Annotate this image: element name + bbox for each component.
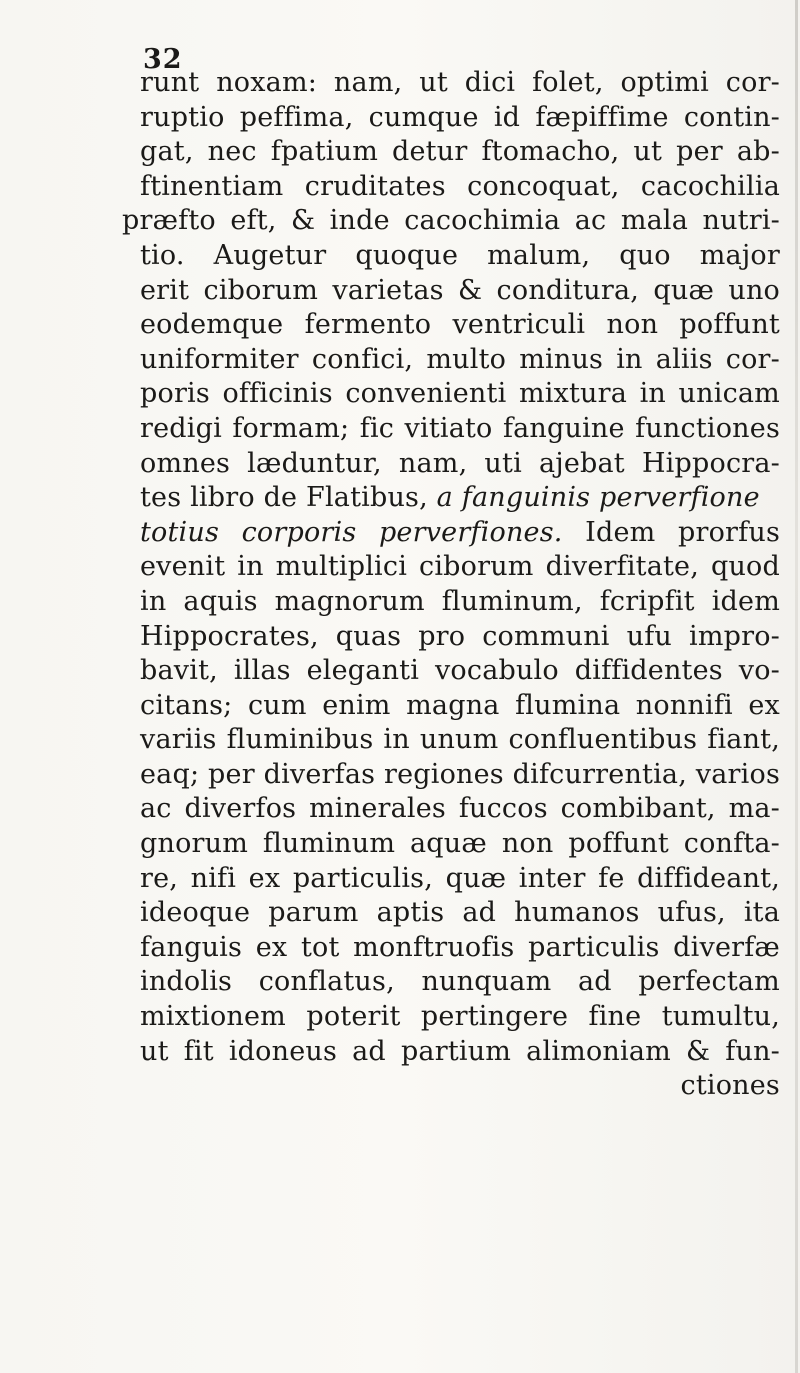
text-line-mixed — [140, 516, 780, 551]
text-line-italic: totius corporis perverfiones. — [140, 516, 563, 548]
text-line: præfto eft, & inde cacochimia ac mala nutri- — [122, 205, 780, 237]
text-line: runt noxam: nam, ut dici folet, optimi cor- — [140, 67, 780, 98]
text-line: erit ciborum varietas & conditura, quæ uno — [140, 274, 780, 306]
text-line: omnes læduntur, nam, uti ajebat Hippocra- — [140, 447, 780, 479]
text-line: poris officinis convenienti mixtura in unicam — [140, 378, 780, 410]
text-line: ac diverfos minerales fuccos combibant, ma- — [140, 793, 780, 825]
text-line: indolis conflatus, nunquam ad perfectam — [140, 966, 780, 998]
text-line: gat, nec fpatium detur ftomacho, ut per ab- — [140, 136, 780, 168]
text-line: uniformiter confici, multo minus in aliis cor- — [140, 343, 780, 375]
text-line-roman: tes libro de Flatibus, — [140, 482, 428, 514]
text-line: bavit, illas eleganti vocabulo diffidentes vo- — [140, 655, 780, 687]
text-line-roman: Idem prorfus — [585, 516, 780, 548]
body-text — [122, 66, 780, 1104]
text-line: redigi formam; fic vitiato fanguine functiones — [140, 412, 780, 444]
text-line: citans; cum enim magna flumina nonnifi ex — [140, 689, 780, 721]
text-line: ut fit idoneus ad partium alimoniam & fun- — [140, 1035, 780, 1067]
text-line: gnorum fluminum aquæ non poffunt confta- — [140, 828, 780, 860]
text-line: re, nifi ex particulis, quæ inter fe diffideant, — [140, 862, 780, 894]
text-line: ideoque parum aptis ad humanos ufus, ita — [140, 897, 780, 929]
text-line: tio. Augetur quoque malum, quo major — [140, 239, 780, 271]
text-line: ftinentiam cruditates concoquat, cacochilia — [140, 170, 780, 202]
text-line: variis fluminibus in unum confluentibus fiant, — [140, 724, 780, 756]
text-line: in aquis magnorum fluminum, fcripfit idem — [140, 585, 780, 617]
text-line: Hippocrates, quas pro communi ufu impro- — [140, 620, 780, 652]
text-line: eaq; per diverfas regiones difcurrentia, varios — [140, 758, 780, 790]
page-edge-shadow — [795, 0, 798, 1373]
page-number: 32 — [143, 44, 183, 75]
text-line-catchword: ctiones — [680, 1070, 780, 1102]
text-line: ruptio peffima, cumque id fæpiffime contin- — [140, 101, 780, 133]
text-line-italic: a fanguinis perverfione — [436, 482, 760, 514]
text-line: eodemque fermento ventriculi non poffunt — [140, 309, 780, 341]
text-line: evenit in multiplici ciborum diverfitate, quod — [140, 551, 780, 583]
text-line: fanguis ex tot monftruofis particulis diverfæ — [140, 931, 780, 963]
text-line-mixed — [140, 481, 780, 516]
text-line: mixtionem poterit pertingere fine tumultu, — [140, 1001, 780, 1033]
